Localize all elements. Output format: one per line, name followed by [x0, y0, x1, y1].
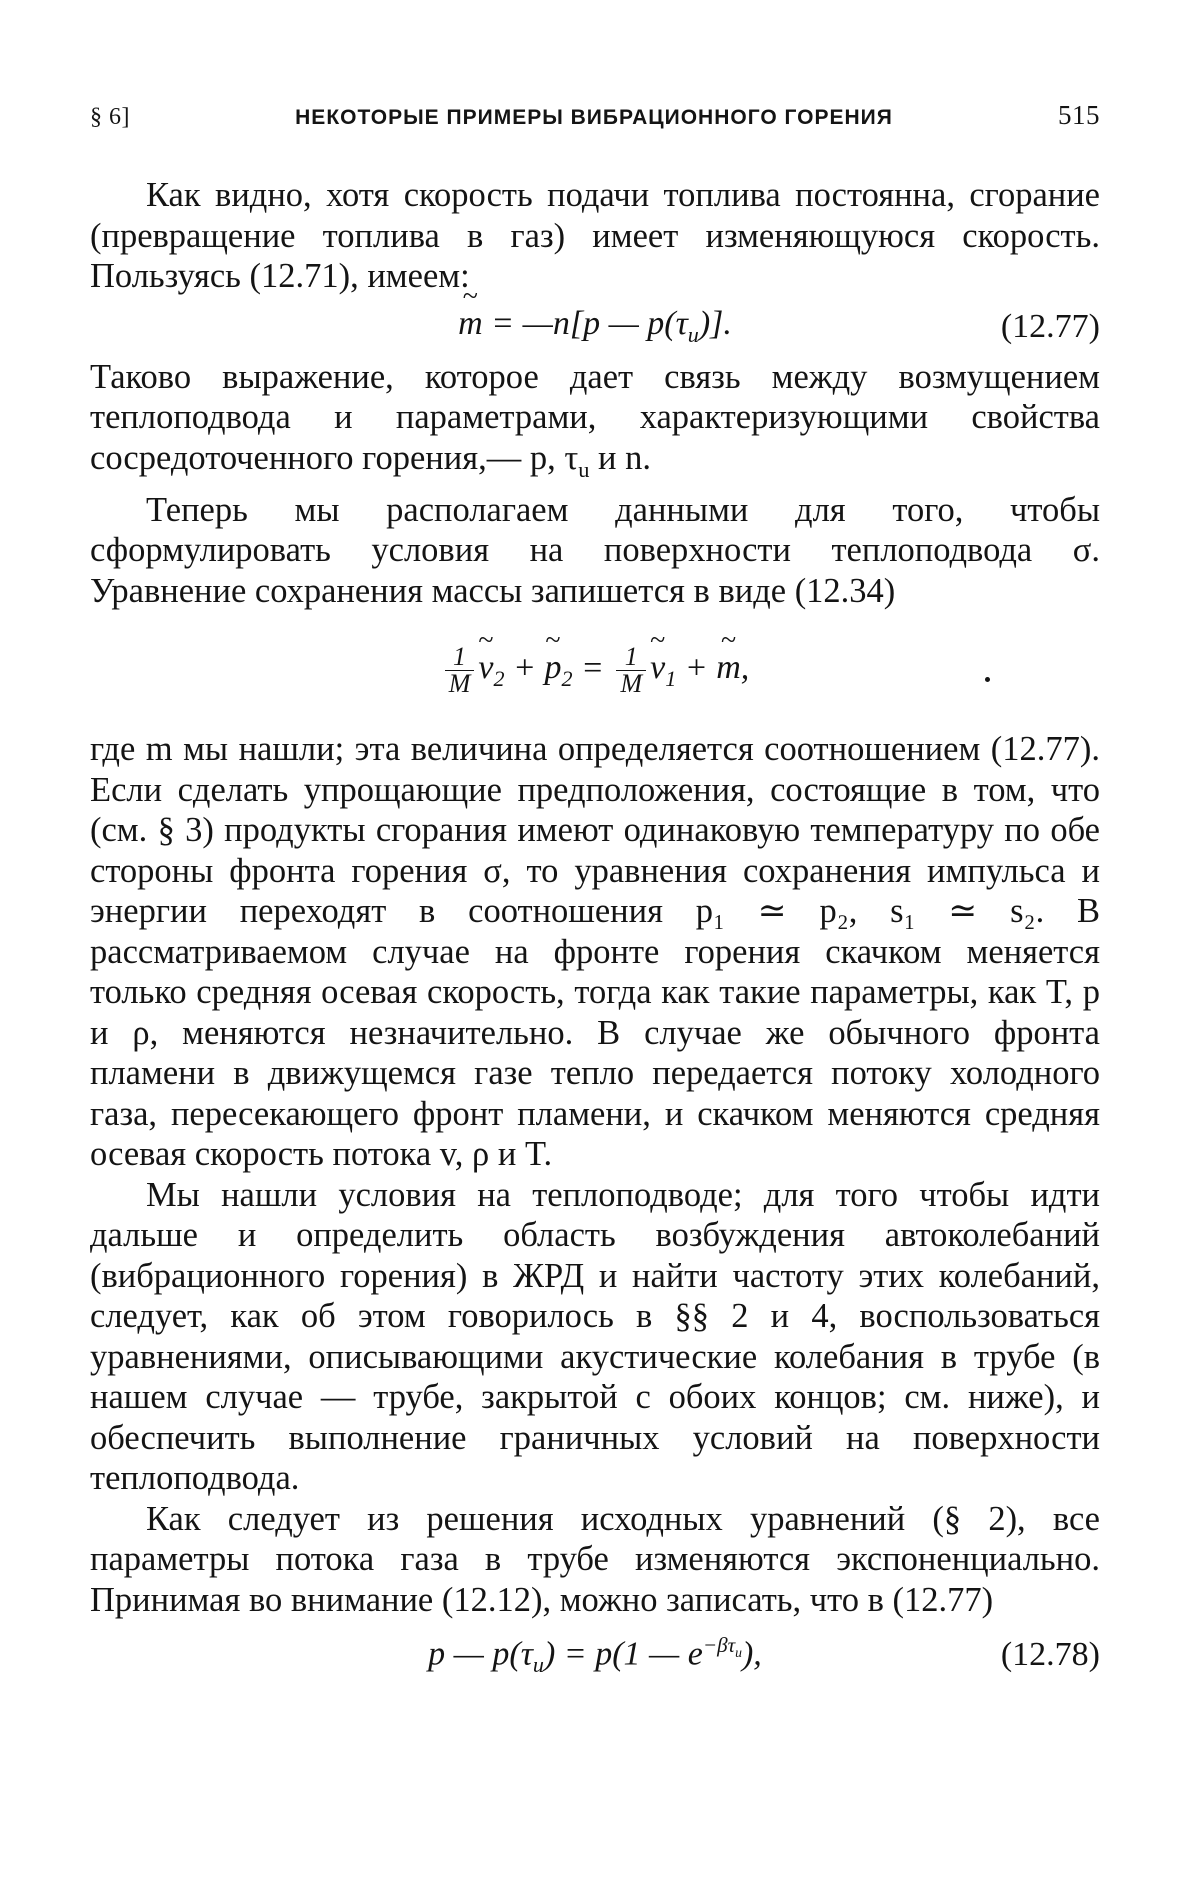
equation-12-77-expression: ~ m = —n[p — $p(\tau_u)$]. — [90, 305, 1100, 348]
book-page — [90, 100, 1100, 1690]
section-mark: § 6] — [90, 104, 130, 130]
paragraph-3: Теперь мы располагаем данными для того, чтобы сформулировать условия на поверхности теплоподвода σ. Уравнение сохранения массы запишется в виде (12.34) — [90, 490, 1100, 610]
equation-12-78-expression: p — $p(\tau_u) = p(1$ — $e^{-\beta\tau_u}$), — [428, 1632, 762, 1677]
equation-mass-conservation — [90, 611, 1100, 729]
paragraph-1: Как видно, хотя скорость подачи топлива постоянна, сгорание (превращение топлива в газ) имеет изменяющуюся скорость. Пользуясь (12.71), имеем: — [90, 176, 1100, 295]
paragraph-4: где m мы нашли; эта величина определяется соотношением (12.77). Если сделать упрощающие предположения, состоящие в том, что (см. § 3) продукты сгорания имеют одинаковую температуру по обе стороны фронта горения σ, то уравнения сохранения импульса и энергии переходят в соотношения p₁ ≃ p₂, s₁ ≃ s₂. В рассматриваемом случае на фронте горения скачком меняется только средняя осевая скорость, тогда как такие параметры, как T, p и ρ, меняются незначительно. В случае же обычного фронта пламени в движущемся газе тепло передается потоку холодного газа, пересекающего фронт пламени, и скачком меняются средняя осевая скорость потока v, ρ и T. — [90, 730, 1100, 1174]
running-title: НЕКОТОРЫЕ ПРИМЕРЫ ВИБРАЦИОННОГО ГОРЕНИЯ — [295, 106, 893, 129]
fraction-right: $\frac{1}{M}$ — [616, 644, 646, 697]
paragraph-5: Мы нашли условия на теплоподводе; для того чтобы идти дальше и определить область возбуждения автоколебаний (вибрационного горения) в ЖРД и найти частоту этих колебаний, следует, как об этом говорилось в §§ 2 и 4, воспользоваться уравнениями, описывающими акустические колебания в трубе (в нашем случае — трубе, закрытой с обоих концов; см. ниже), и обеспечить выполнение граничных условий на поверхности теплоподвода. — [90, 1175, 1100, 1498]
equation-12-78 — [90, 1620, 1100, 1690]
mass-conservation-expression: $\frac{1}{M}$ ~ $v_2$ + ~ $p_2$ = $\frac{1}{M}$ ~ $v_1$ + ~ m, — [90, 644, 1100, 697]
paragraph-2: Таково выражение, которое дает связь между возмущением теплоподвода и параметрами, характеризующими свойства сосредоточенного горения,— p, $\tau_u$ и n. — [90, 357, 1100, 482]
equation-number: (12.77) — [1000, 307, 1100, 345]
equation-number: (12.78) — [1000, 1636, 1100, 1674]
fraction-left: $\frac{1}{M}$ — [445, 644, 475, 697]
equation-12-77 — [90, 297, 1100, 357]
page-number: 515 — [1058, 100, 1100, 130]
paragraph-6: Как следует из решения исходных уравнений (§ 2), все параметры потока газа в трубе изменяются экспоненциально. Принимая во внимание (12.12), можно записать, что в (12.77) — [90, 1499, 1100, 1619]
running-head — [90, 100, 1100, 131]
